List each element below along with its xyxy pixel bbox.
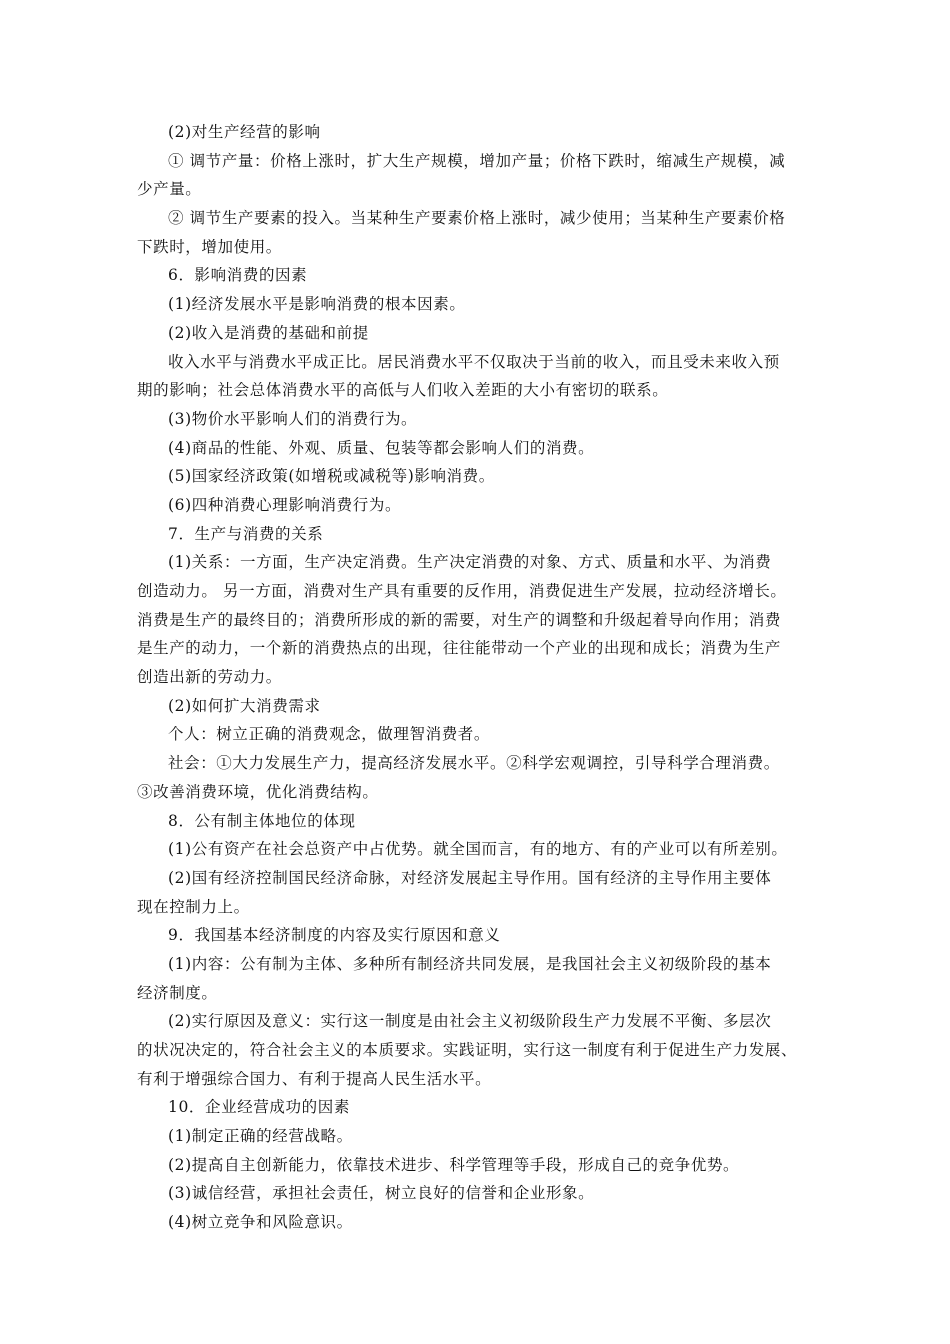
text-line: (2)实行原因及意义：实行这一制度是由社会主义初级阶段生产力发展不平衡、多层次 xyxy=(168,1012,772,1031)
text-line: 经济制度。 xyxy=(137,983,218,1002)
text-line: (1)关系：一方面，生产决定消费。生产决定消费的对象、方式、质量和水平、为消费 xyxy=(168,553,772,572)
text-line: 10．企业经营成功的因素 xyxy=(168,1098,350,1117)
text-line: ③改善消费环境，优化消费结构。 xyxy=(137,782,379,801)
text-line: (4)商品的性能、外观、质量、包装等都会影响人们的消费。 xyxy=(168,438,595,457)
text-line: 收入水平与消费水平成正比。居民消费水平不仅取决于当前的收入，而且受未来收入预 xyxy=(168,352,780,371)
text-line: (6)四种消费心理影响消费行为。 xyxy=(168,495,402,514)
text-line: (1)内容：公有制为主体、多种所有制经济共同发展，是我国社会主义初级阶段的基本 xyxy=(168,954,772,973)
text-line: (5)国家经济政策(如增税或减税等)影响消费。 xyxy=(168,467,495,486)
text-line: (1)制定正确的经营战略。 xyxy=(168,1127,353,1146)
text-line: (3)物价水平影响人们的消费行为。 xyxy=(168,409,418,428)
text-line: (1)公有资产在社会总资产中占优势。就全国而言，有的地方、有的产业可以有所差别。 xyxy=(168,840,788,859)
text-line: (2)国有经济控制国民经济命脉，对经济发展起主导作用。国有经济的主导作用主要体 xyxy=(168,868,772,887)
text-line: 少产量。 xyxy=(137,180,202,199)
document-body xyxy=(137,118,823,1237)
text-line: 创造动力。 另一方面，消费对生产具有重要的反作用，消费促进生产发展，拉动经济增长。 xyxy=(137,582,787,600)
text-line: (2)如何扩大消费需求 xyxy=(168,696,321,715)
text-line: (2)收入是消费的基础和前提 xyxy=(168,323,369,342)
text-line: ② 调节生产要素的投入。当某种生产要素价格上涨时，减少使用；当某种生产要素价格 xyxy=(168,209,786,228)
text-line: 下跌时，增加使用。 xyxy=(137,237,282,256)
text-line: 9．我国基本经济制度的内容及实行原因和意义 xyxy=(168,926,501,945)
text-line: 消费是生产的最终目的；消费所形成的新的需要，对生产的调整和升级起着导向作用；消费 xyxy=(137,610,782,629)
text-line: 社会：①大力发展生产力，提高经济发展水平。②科学宏观调控，引导科学合理消费。 xyxy=(168,754,780,773)
text-line: 个人：树立正确的消费观念，做理智消费者。 xyxy=(168,725,491,744)
text-line: 创造出新的劳动力。 xyxy=(137,668,282,687)
text-line: 是生产的动力，一个新的消费热点的出现，往往能带动一个产业的出现和成长；消费为生产 xyxy=(137,639,782,658)
text-line: 现在控制力上。 xyxy=(137,897,250,916)
text-line: (4)树立竞争和风险意识。 xyxy=(168,1213,353,1232)
text-line: (2)提高自主创新能力，依靠技术进步、科学管理等手段，形成自己的竞争优势。 xyxy=(168,1155,740,1174)
text-line: (3)诚信经营，承担社会责任，树立良好的信誉和企业形象。 xyxy=(168,1184,595,1203)
text-line: 期的影响；社会总体消费水平的高低与人们收入差距的大小有密切的联系。 xyxy=(137,381,669,400)
text-line: 6．影响消费的因素 xyxy=(168,266,308,285)
text-line: 8．公有制主体地位的体现 xyxy=(168,811,356,830)
text-line: 的状况决定的，符合社会主义的本质要求。实践证明，实行这一制度有利于促进生产力发展、 xyxy=(137,1041,798,1059)
text-line: 7．生产与消费的关系 xyxy=(168,524,324,543)
text-line: 有利于增强综合国力、有利于提高人民生活水平。 xyxy=(137,1069,492,1088)
text-line: (2)对生产经营的影响 xyxy=(168,123,321,141)
text-line: ① 调节产量：价格上涨时，扩大生产规模，增加产量；价格下跌时，缩减生产规模，减 xyxy=(168,151,786,170)
text-line: (1)经济发展水平是影响消费的根本因素。 xyxy=(168,295,466,314)
